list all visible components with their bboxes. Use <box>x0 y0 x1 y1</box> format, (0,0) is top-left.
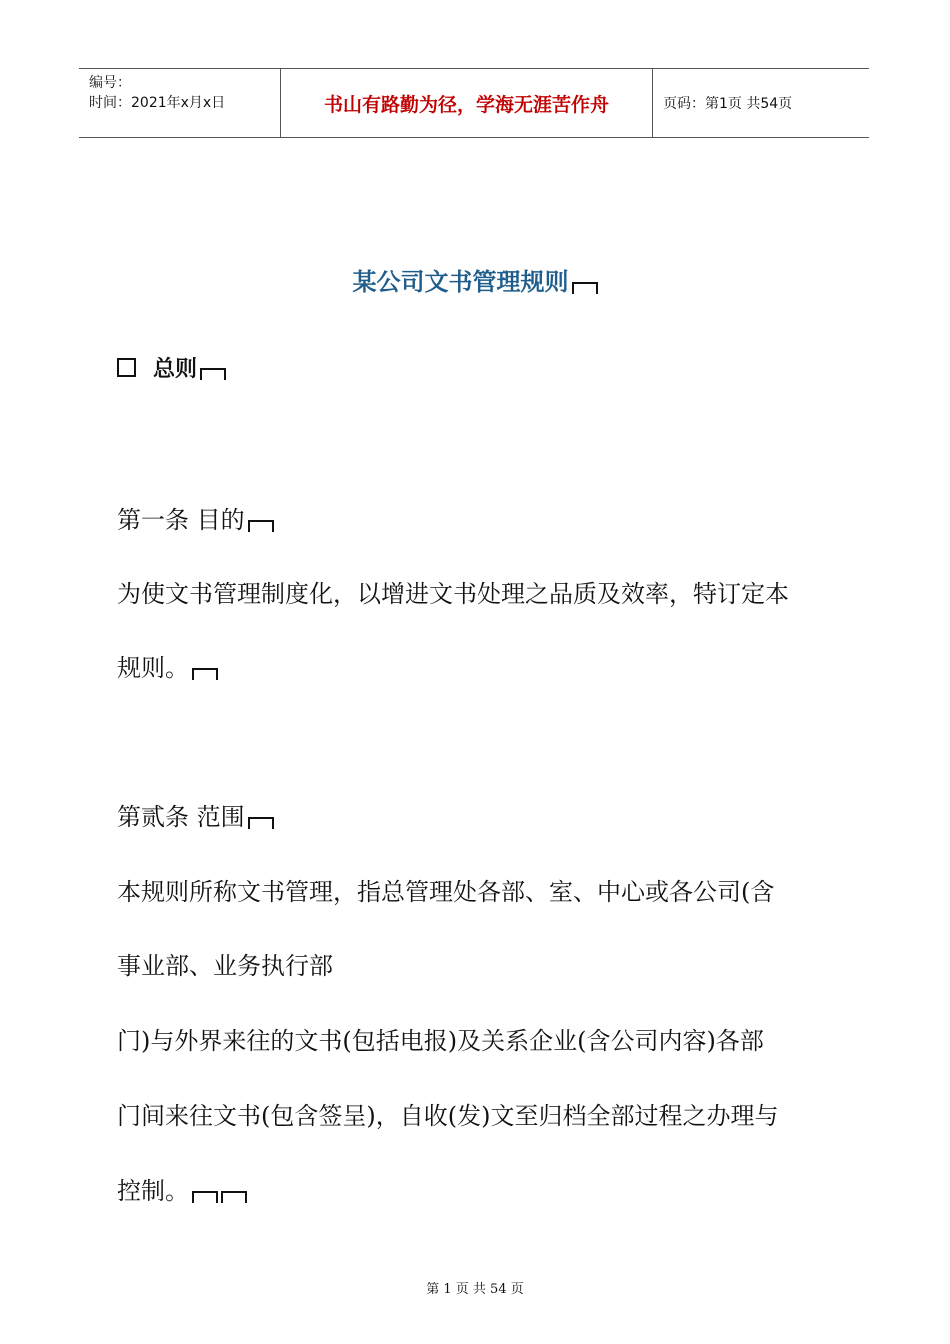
article-1-title <box>117 500 274 535</box>
article-1-line-2 <box>117 648 218 683</box>
paragraph-mark-icon <box>200 368 226 380</box>
section-heading-text: 总则 <box>153 357 198 382</box>
article-1-line-1: 为使文书管理制度化，以增进文书处理之品质及效率，特订定本 <box>117 580 789 608</box>
paragraph-mark-icon <box>572 282 598 294</box>
article-1-title-text: 第一条 目的 <box>117 506 245 534</box>
paragraph-mark-icon <box>248 817 274 829</box>
number-label: 编号： <box>89 75 131 91</box>
article-2-line-5-text: 控制。 <box>117 1177 189 1205</box>
article-2-line-2: 事业部、业务执行部 <box>117 952 333 980</box>
page-footer: 第 1 页 共 54 页 <box>426 1282 524 1297</box>
document-title <box>0 262 950 297</box>
checkbox-square-icon <box>117 358 136 377</box>
header-motto: 书山有路勤为径，学海无涯苦作舟 <box>280 69 653 137</box>
article-2-line-4: 门间来往文书(包含签呈)，自收(发)文至归档全部过程之办理与 <box>117 1102 779 1130</box>
article-2-line-5 <box>117 1171 247 1206</box>
section-heading <box>117 352 226 383</box>
article-2-title <box>117 797 274 832</box>
page-header <box>79 68 869 138</box>
title-text: 某公司文书管理规则 <box>352 268 569 296</box>
article-1-line-2-text: 规则。 <box>117 654 189 682</box>
paragraph-mark-icon <box>192 1191 218 1203</box>
paragraph-mark-icon <box>192 668 218 680</box>
article-2-line-1: 本规则所称文书管理，指总管理处各部、室、中心或各公司(含 <box>117 878 775 906</box>
paragraph-mark-icon <box>248 520 274 532</box>
time-label: 时间：2021年x月x日 <box>89 95 226 111</box>
article-2-title-text: 第贰条 范围 <box>117 803 245 831</box>
header-page-info: 页码：第1页 共54页 <box>663 96 793 112</box>
paragraph-mark-icon <box>221 1191 247 1203</box>
header-meta <box>79 69 280 137</box>
article-2-line-3: 门)与外界来往的文书(包括电报)及关系企业(含公司内容)各部 <box>117 1027 764 1055</box>
